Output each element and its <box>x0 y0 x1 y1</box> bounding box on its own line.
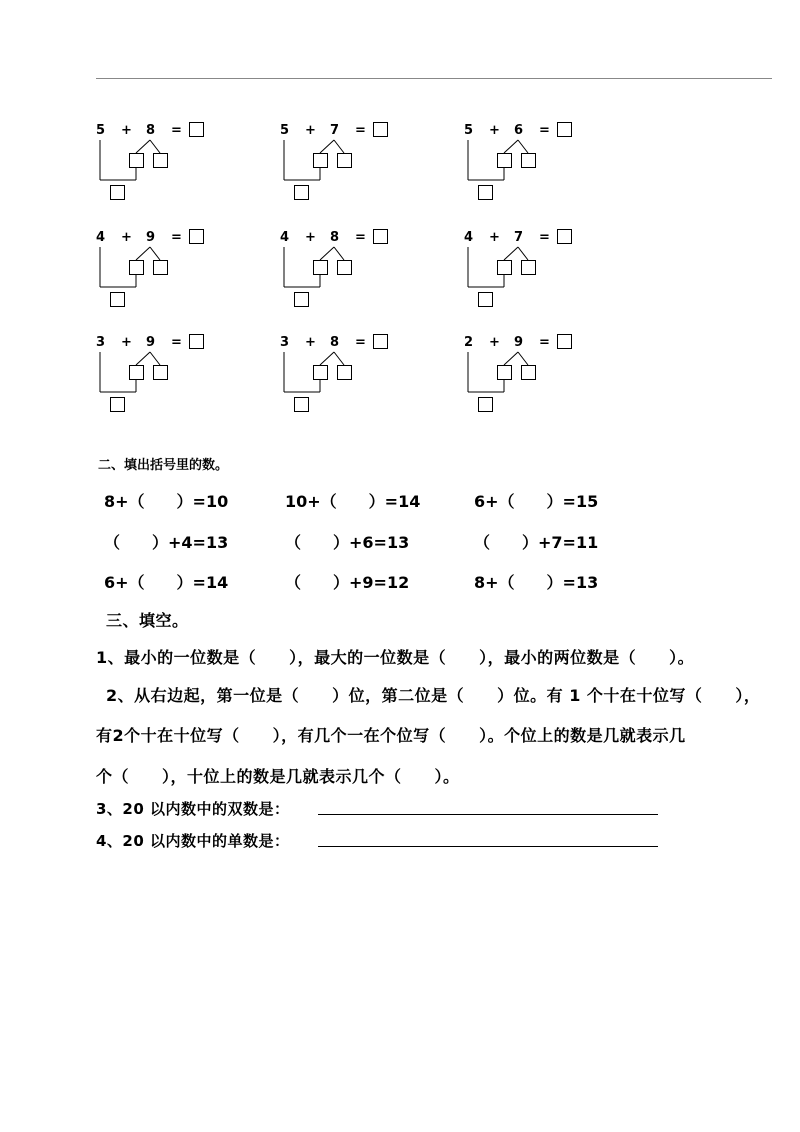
addend-b: 8 <box>146 123 156 138</box>
plus-sign: + <box>489 230 500 245</box>
fill-equation: （ ）+9=12 <box>285 573 410 592</box>
decomposition-lines <box>96 237 236 327</box>
fill-equation: 6+（ ）=15 <box>474 492 599 511</box>
addend-b: 8 <box>330 335 340 350</box>
fill-equation: （ ）+4=13 <box>104 533 229 552</box>
addend-b: 7 <box>514 230 524 245</box>
question-1: 1、最小的一位数是（ ），最大的一位数是（ ），最小的两位数是（ ）。 <box>96 648 695 667</box>
decomposition-diagram <box>96 335 236 432</box>
fill-equation: 6+（ ）=14 <box>104 573 229 592</box>
equals-sign: = <box>539 335 550 350</box>
decomposition-diagram <box>464 230 604 327</box>
branch-right <box>334 140 344 153</box>
branch-right <box>150 247 160 260</box>
addend-b: 7 <box>330 123 340 138</box>
decomposition-lines <box>280 237 420 327</box>
decomposition-diagram <box>280 230 420 327</box>
question-2-line3: 个（ ），十位上的数是几就表示几个（ ）。 <box>96 767 460 786</box>
fill-equation: 8+（ ）=10 <box>104 492 229 511</box>
decomposition-diagram <box>280 123 420 220</box>
equals-sign: = <box>355 230 366 245</box>
branch-left <box>504 247 518 260</box>
plus-sign: + <box>489 123 500 138</box>
addend-b: 6 <box>514 123 524 138</box>
equals-sign: = <box>171 230 182 245</box>
question-2-line2: 有2个十在十位写（ ），有几个一在个位写（ ）。个位上的数是几就表示几 <box>96 726 686 745</box>
plus-sign: + <box>305 123 316 138</box>
branch-right <box>334 247 344 260</box>
fill-equation: 8+（ ）=13 <box>474 573 599 592</box>
addend-b: 8 <box>330 230 340 245</box>
addend-a: 4 <box>280 230 290 245</box>
plus-sign: + <box>305 335 316 350</box>
decomposition-lines <box>464 237 604 327</box>
branch-left <box>504 352 518 365</box>
equals-sign: = <box>171 335 182 350</box>
addend-b: 9 <box>514 335 524 350</box>
question-4: 4、20 以内数中的单数是： <box>96 832 290 850</box>
decomposition-lines <box>280 130 420 220</box>
decomposition-lines <box>280 342 420 432</box>
branch-left <box>504 140 518 153</box>
addend-a: 5 <box>280 123 290 138</box>
equals-sign: = <box>355 335 366 350</box>
addend-a: 3 <box>280 335 290 350</box>
equals-sign: = <box>355 123 366 138</box>
section2-title: 二、填出括号里的数。 <box>98 458 229 473</box>
plus-sign: + <box>121 123 132 138</box>
branch-left <box>320 247 334 260</box>
answer-line-4 <box>318 846 658 847</box>
branch-right <box>518 247 528 260</box>
fill-equation: 10+（ ）=14 <box>285 492 421 511</box>
branch-right <box>150 140 160 153</box>
decomposition-lines <box>464 342 604 432</box>
addend-a: 2 <box>464 335 474 350</box>
branch-left <box>320 352 334 365</box>
decomposition-diagram <box>96 123 236 220</box>
plus-sign: + <box>121 230 132 245</box>
decomposition-diagram <box>280 335 420 432</box>
fill-equation: （ ）+6=13 <box>285 533 410 552</box>
decomposition-lines <box>464 130 604 220</box>
decomposition-diagram <box>464 123 604 220</box>
addend-b: 9 <box>146 335 156 350</box>
addend-a: 5 <box>464 123 474 138</box>
branch-left <box>320 140 334 153</box>
header-rule <box>96 78 772 79</box>
branch-left <box>136 352 150 365</box>
question-2-line1: 2、从右边起，第一位是（ ）位，第二位是（ ）位。有 1 个十在十位写（ ）， <box>106 686 761 705</box>
branch-right <box>518 140 528 153</box>
addend-a: 4 <box>464 230 474 245</box>
branch-right <box>334 352 344 365</box>
section3-title: 三、填空。 <box>106 611 189 630</box>
plus-sign: + <box>305 230 316 245</box>
addend-a: 4 <box>96 230 106 245</box>
fill-equation: （ ）+7=11 <box>474 533 599 552</box>
equals-sign: = <box>171 123 182 138</box>
plus-sign: + <box>489 335 500 350</box>
branch-left <box>136 140 150 153</box>
decomposition-lines <box>96 130 236 220</box>
branch-right <box>518 352 528 365</box>
addend-a: 5 <box>96 123 106 138</box>
branch-left <box>136 247 150 260</box>
addend-b: 9 <box>146 230 156 245</box>
equals-sign: = <box>539 123 550 138</box>
equals-sign: = <box>539 230 550 245</box>
answer-line-3 <box>318 814 658 815</box>
branch-right <box>150 352 160 365</box>
decomposition-diagram <box>96 230 236 327</box>
question-3: 3、20 以内数中的双数是： <box>96 800 290 818</box>
addend-a: 3 <box>96 335 106 350</box>
plus-sign: + <box>121 335 132 350</box>
decomposition-lines <box>96 342 236 432</box>
decomposition-diagram <box>464 335 604 432</box>
